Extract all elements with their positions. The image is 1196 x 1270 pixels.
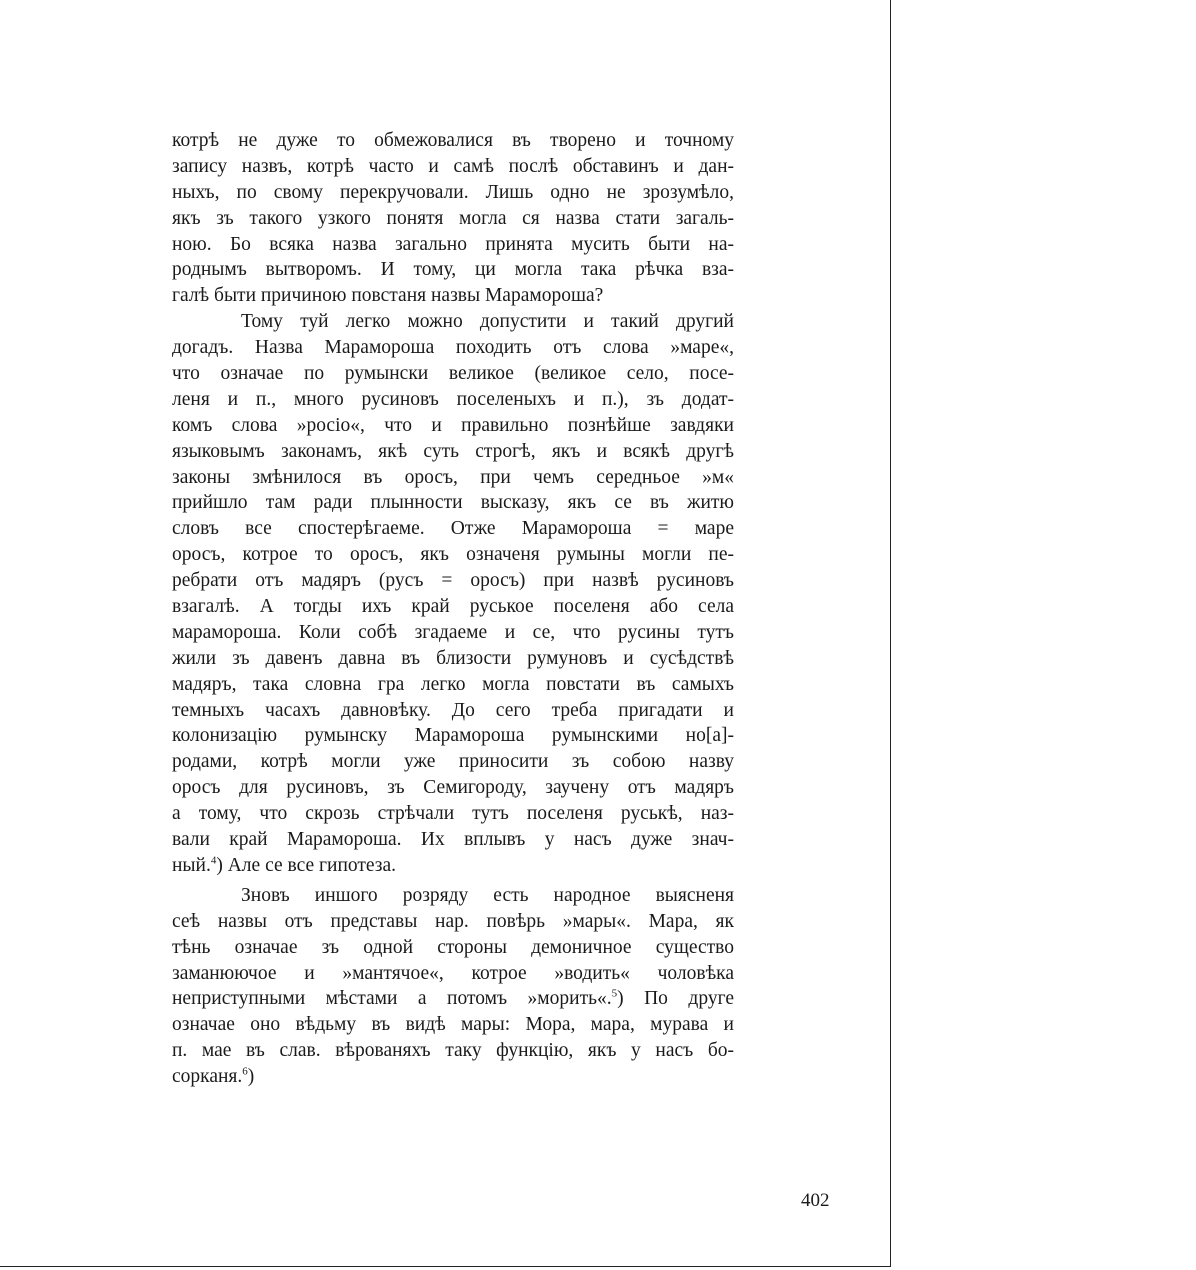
text-fragment: ) [247,1066,255,1088]
text-line [172,853,734,879]
text-line: Зновъ иншого розряду есть народное выясненя [241,884,734,906]
text-line: роднымъ вытворомъ. И тому, ци могла така рѣчка вза- [172,259,734,281]
text-line: ныхъ, по свому перекручовали. Лишь одно не зрозумѣло, [172,181,734,203]
text-line: словъ все спостерѣгаеме. Отже Марамороша = маре [172,518,734,540]
text-fragment: неприступными мѣстами а потомъ »морить«. [172,988,612,1010]
text-line: ребрати отъ мадяръ (русъ = оросъ) при назвѣ русиновъ [172,570,734,592]
text-line: котрѣ не дуже то обмежовалися въ творено и точному [172,130,734,151]
text-line: вали край Марамороша. Их вплывъ у насъ дуже знач- [172,829,734,851]
text-fragment: ный. [172,854,211,876]
text-line: марамороша. Коли собѣ згадаеме и се, что русины тутъ [172,621,734,643]
page-number: 402 [801,1190,830,1211]
text-line: заманюючое и »мантячое«, котрое »водить« чоловѣка [172,962,734,984]
text-fragment: ) Але се все гипотеза. [216,854,397,876]
text-line: языковымъ законамъ, якѣ суть строгѣ, якъ и всякѣ другѣ [172,440,734,462]
text-line: п. мае въ слав. вѣрованяхъ таку функцію, якъ у насъ бо- [172,1040,734,1062]
text-line: темныхъ часахъ давновѣку. До сего треба пригадати и [172,699,734,721]
text-line: ною. Бо всяка назва загально принята мусить быти на- [172,233,734,255]
text-line: галѣ быти причиною повстаня назвы Марамороша? [172,285,604,307]
text-line: Тому туй легко можно допустити и такий другий [241,311,734,333]
text-line [172,986,734,1012]
text-line: мадяръ, така словна гра легко могла повстати въ самыхъ [172,673,734,695]
text-line: сеѣ назвы отъ представы нар. повѣрь »мары«. Мара, як [172,910,734,932]
text-line: законы змѣнилося въ оросъ, при чемъ середньое »м« [172,466,734,488]
text-line: леня и п., много русиновъ поселеныхъ и п.), зъ додат- [172,388,734,410]
footnote-ref-6: 6 [242,1065,248,1078]
footnote-ref-5: 5 [611,987,618,1000]
text-line: означае оно вѣдьму въ видѣ мары: Мора, мара, мурава и [172,1014,734,1036]
paragraph-2 [172,309,734,879]
text-line: жили зъ давенъ давна въ близости румуновъ и сусѣдствѣ [172,647,734,669]
text-line: а тому, что скрозь стрѣчали тутъ поселеня руськѣ, наз- [172,803,734,825]
text-line: запису назвъ, котрѣ часто и самѣ послѣ обставинъ и дан- [172,155,734,177]
footnote-ref-4: 4 [210,854,217,867]
text-line [172,1064,734,1090]
text-line: колонизацію румынску Марамороша румынскими но[а]- [172,725,734,747]
text-line: комъ слова »росіо«, что и правильно познѣйше завдяки [172,414,734,436]
text-line: родами, котрѣ могли уже приносити зъ собою назву [172,751,734,773]
text-line: что означае по румынски великое (великое село, посе- [172,363,734,385]
body-text [172,128,734,1090]
text-line: прийшло там ради плынности высказу, якъ се въ житю [172,492,734,514]
text-line: оросъ для русиновъ, зъ Семигороду, заучену отъ мадяръ [172,777,734,799]
text-line: тѣнь означае зъ одной стороны демоничное существо [172,936,734,958]
text-fragment: сорканя. [172,1066,243,1088]
text-line: якъ зъ такого узкого понятя могла ся назва стати загаль- [172,207,734,229]
paragraph-3 [172,883,734,1090]
text-line: догадъ. Назва Марамороша походить отъ слова »маре«, [172,337,734,359]
text-line: взагалѣ. А тогды ихъ край руськое поселеня або села [172,596,734,618]
paragraph-1 [172,128,734,309]
text-line: оросъ, котрое то оросъ, якъ означеня румыны могли пе- [172,544,734,566]
text-fragment: ) По друге [617,988,734,1010]
